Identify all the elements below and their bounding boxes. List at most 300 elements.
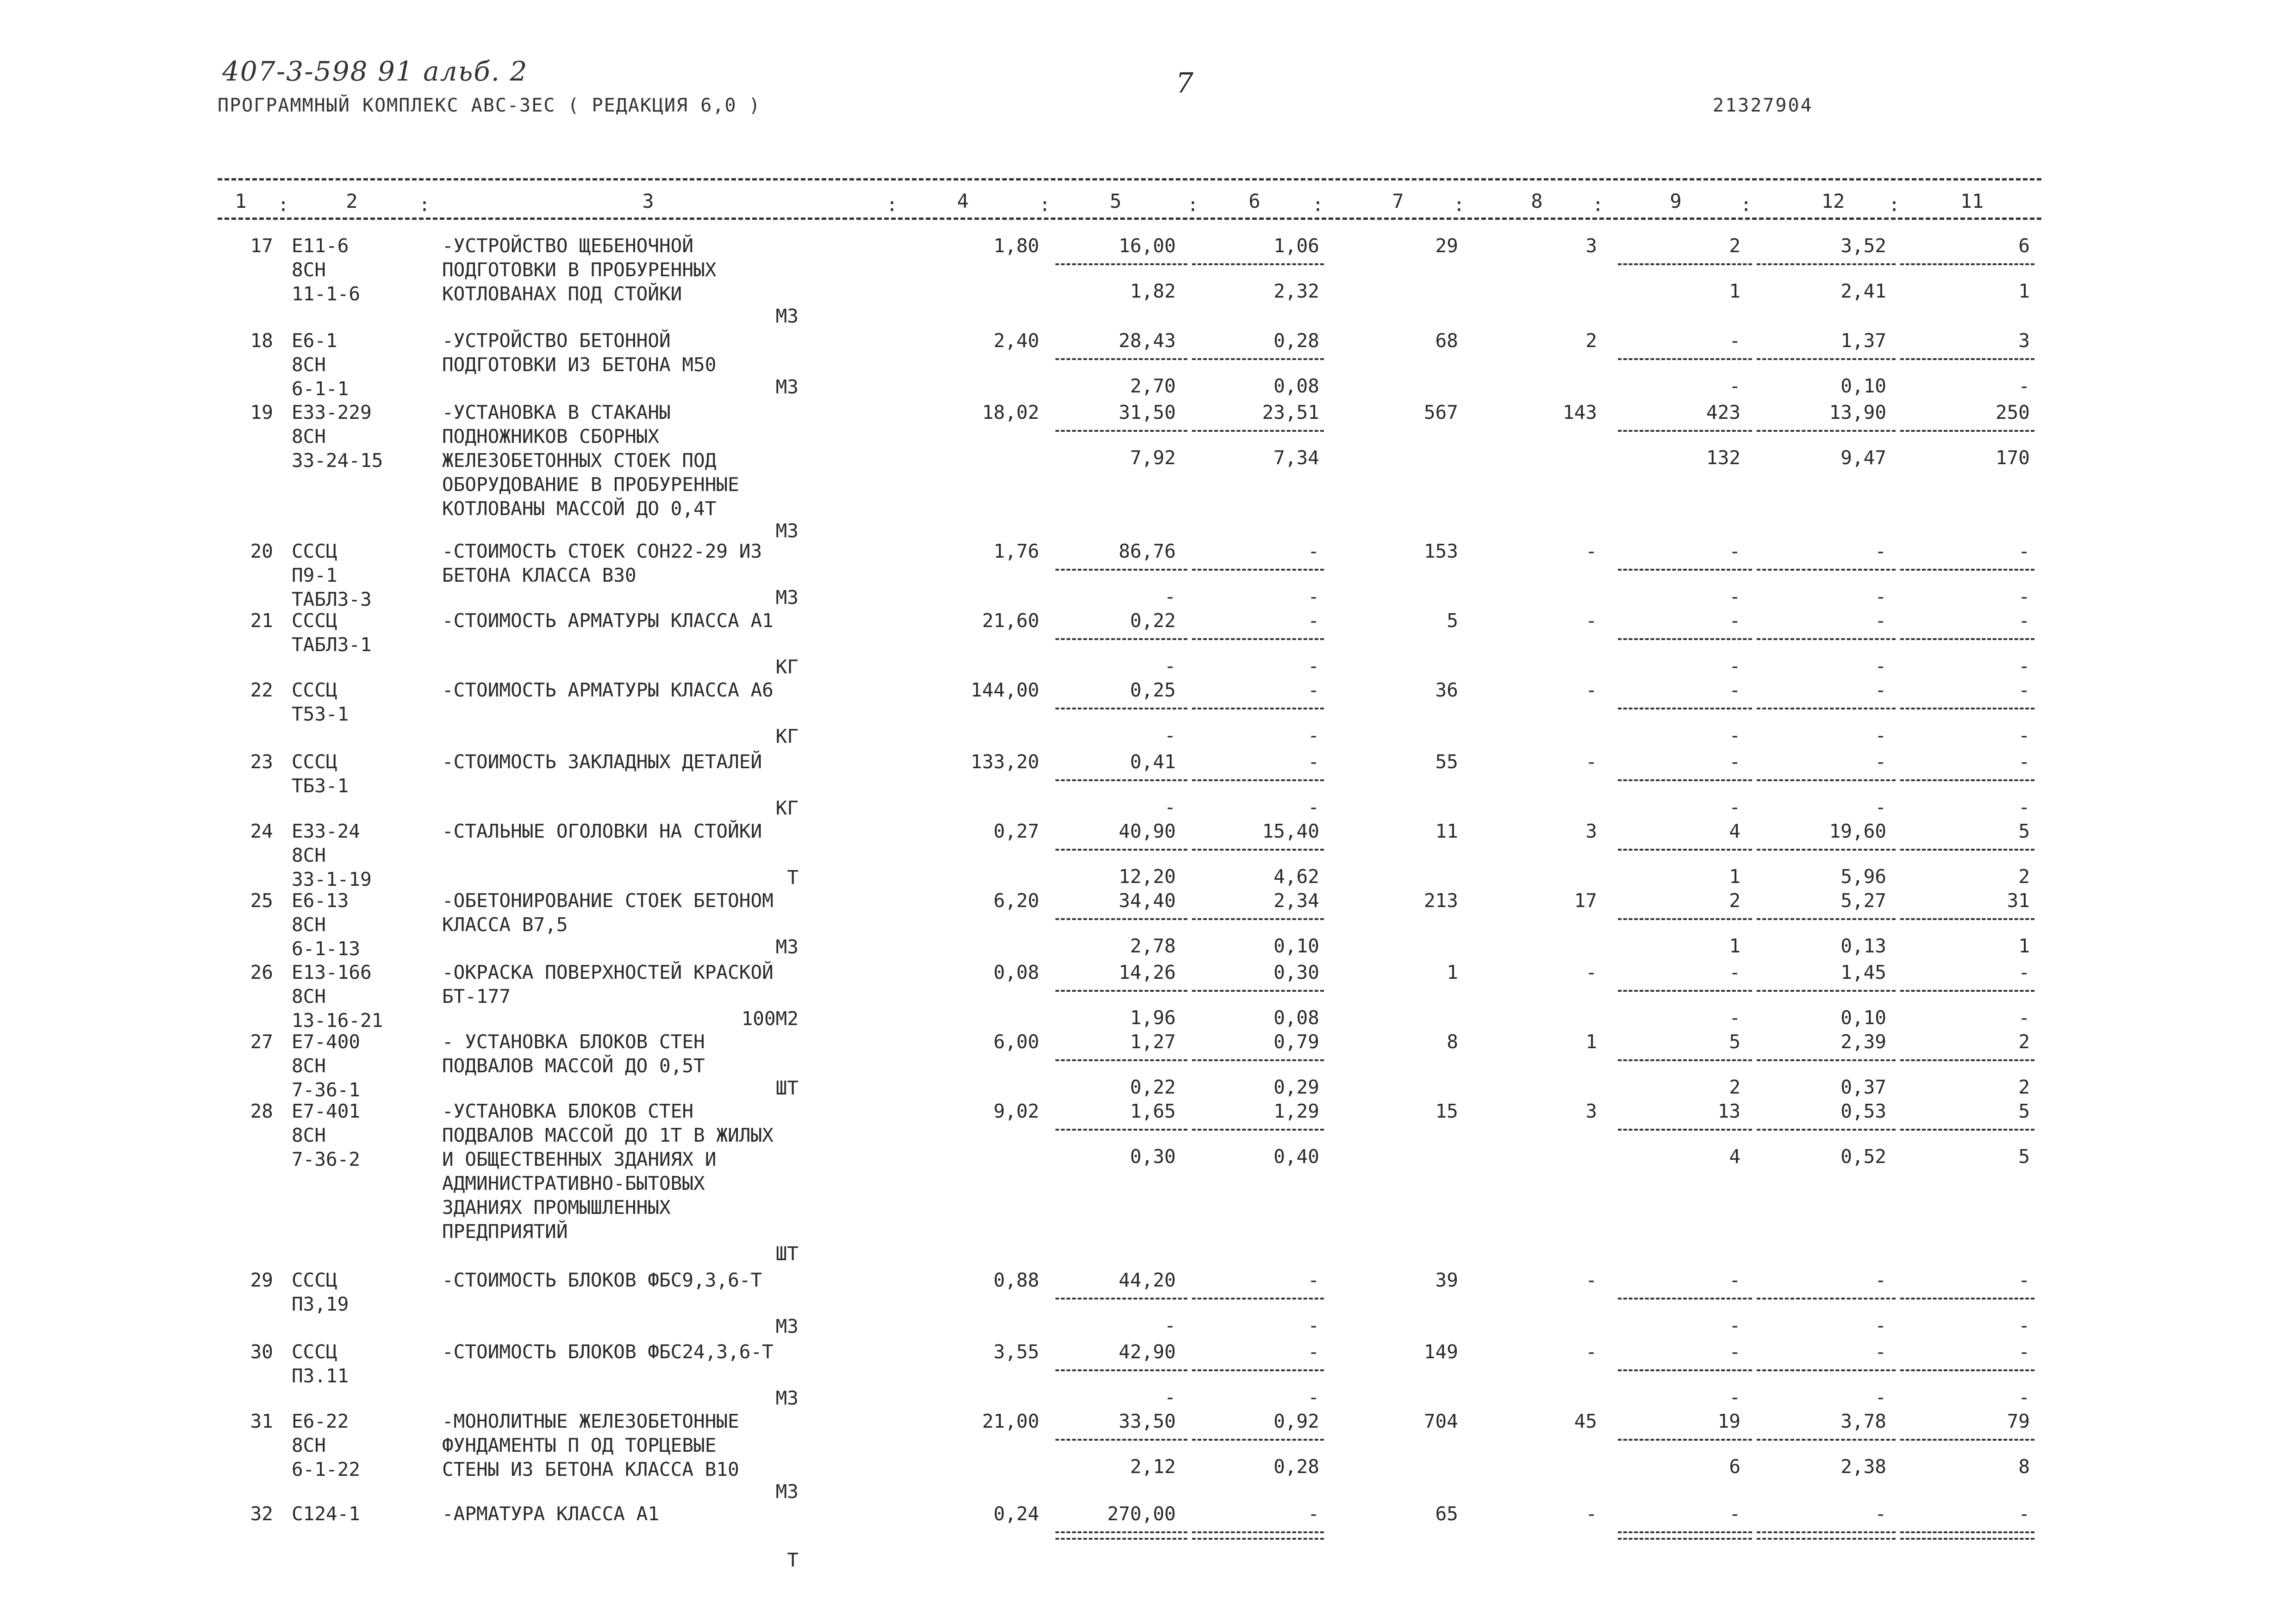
value-cell-c9: 2 bbox=[1729, 889, 1741, 912]
unit-of-measure: КГ bbox=[775, 797, 799, 819]
value-cell-c9: - bbox=[1729, 330, 1741, 352]
value-cell-c11: - bbox=[2018, 961, 2030, 983]
value-cell-c11: - bbox=[2018, 1269, 2030, 1291]
work-description: -УСТРОЙСТВО ЩЕБЕНОЧНОЙ bbox=[442, 235, 694, 257]
value-cell-c5: 33,50 bbox=[1118, 1410, 1176, 1432]
value-cell-c6: - bbox=[1308, 609, 1319, 632]
value-cell-c12: 2,39 bbox=[1841, 1031, 1886, 1053]
cell-divider-line bbox=[1618, 708, 1752, 709]
cell-divider-line bbox=[1618, 1439, 1752, 1441]
value-cell-c7: 153 bbox=[1423, 540, 1458, 562]
resource-code: П3,19 bbox=[292, 1293, 349, 1315]
value-cell-c7: 8 bbox=[1447, 1031, 1458, 1053]
resource-code: 33-24-15 bbox=[292, 449, 383, 472]
row-number: 29 bbox=[250, 1269, 273, 1291]
value-cell-c12: 0,13 bbox=[1841, 935, 1886, 957]
value-cell-c12: - bbox=[1875, 1341, 1886, 1363]
value-cell-c8: - bbox=[1585, 540, 1597, 562]
handwritten-annotation: 407-3-598 91 альб. 2 bbox=[222, 56, 528, 87]
resource-code: ТБ3-1 bbox=[292, 775, 349, 797]
cell-divider-line bbox=[1618, 1298, 1752, 1300]
row-number: 21 bbox=[250, 609, 273, 632]
column-separator: : bbox=[1039, 194, 1051, 216]
quantity-cell: 3,55 bbox=[993, 1341, 1039, 1363]
value-cell-c5: 7,92 bbox=[1130, 447, 1176, 469]
value-cell-c11: 31 bbox=[2007, 889, 2030, 912]
work-description: -СТОИМОСТЬ СТОЕК СОН22-29 ИЗ bbox=[442, 540, 762, 562]
quantity-cell: 6,20 bbox=[993, 889, 1039, 912]
value-cell-c6: - bbox=[1308, 1314, 1319, 1337]
value-cell-c11: 8 bbox=[2018, 1455, 2030, 1478]
value-cell-c9: - bbox=[1729, 655, 1741, 677]
value-cell-c7: 1 bbox=[1447, 961, 1458, 983]
row-number: 32 bbox=[250, 1503, 273, 1525]
value-cell-c9: 132 bbox=[1706, 447, 1741, 469]
value-cell-c6: 0,28 bbox=[1273, 330, 1319, 352]
value-cell-c11: - bbox=[2018, 540, 2030, 562]
row-number: 25 bbox=[250, 889, 273, 912]
value-cell-c12: - bbox=[1875, 1269, 1886, 1291]
value-cell-c9: - bbox=[1729, 961, 1741, 983]
value-cell-c9: - bbox=[1729, 375, 1741, 397]
cell-divider-line bbox=[1055, 569, 1187, 571]
cell-divider-line bbox=[1618, 918, 1752, 920]
column-header-8: 8 bbox=[1531, 190, 1543, 212]
work-description: ПОДГОТОВКИ В ПРОБУРЕННЫХ bbox=[442, 259, 717, 281]
resource-code: Е13-166 bbox=[292, 961, 372, 983]
value-cell-c9: - bbox=[1729, 679, 1741, 701]
value-cell-c7: 704 bbox=[1423, 1410, 1458, 1432]
value-cell-c6: 0,29 bbox=[1273, 1076, 1319, 1098]
value-cell-c9: 1 bbox=[1729, 935, 1741, 957]
value-cell-c11: 250 bbox=[1995, 401, 2030, 423]
value-cell-c12: - bbox=[1875, 655, 1886, 677]
cell-divider-line bbox=[1757, 1439, 1896, 1441]
value-cell-c11: - bbox=[2018, 375, 2030, 397]
value-cell-c5: 2,12 bbox=[1130, 1455, 1176, 1478]
value-cell-c9: - bbox=[1729, 1386, 1741, 1408]
column-separator: : bbox=[886, 194, 898, 216]
cell-divider-line bbox=[1192, 263, 1324, 265]
value-cell-c11: 2 bbox=[2018, 1031, 2030, 1053]
resource-code: 13-16-21 bbox=[292, 1009, 383, 1032]
resource-code: СССЦ bbox=[292, 609, 337, 632]
header-bottom-rule bbox=[218, 218, 2041, 220]
quantity-cell: 1,76 bbox=[993, 540, 1039, 562]
row-number: 20 bbox=[250, 540, 273, 562]
value-cell-c5: 0,22 bbox=[1130, 609, 1176, 632]
value-cell-c11: - bbox=[2018, 609, 2030, 632]
cell-divider-line bbox=[1192, 569, 1324, 571]
resource-code: С124-1 bbox=[292, 1503, 361, 1525]
value-cell-c12: 3,52 bbox=[1841, 235, 1886, 257]
resource-code: 8СН bbox=[292, 259, 326, 281]
value-cell-c6: 0,08 bbox=[1273, 1007, 1319, 1029]
cell-divider-line bbox=[1900, 1298, 2034, 1300]
unit-of-measure: М3 bbox=[775, 376, 799, 398]
work-description: ПОДВАЛОВ МАССОЙ ДО 0,5Т bbox=[442, 1055, 705, 1077]
resource-code: Т53-1 bbox=[292, 703, 349, 725]
work-description: КОТЛОВАНАХ ПОД СТОЙКИ bbox=[442, 283, 682, 305]
cell-divider-line bbox=[1900, 990, 2034, 992]
row-number: 28 bbox=[250, 1100, 273, 1122]
column-header-10: 12 bbox=[1821, 190, 1845, 212]
unit-of-measure: ШТ bbox=[775, 1077, 799, 1099]
cell-divider-line bbox=[1192, 918, 1324, 920]
cell-divider-line bbox=[1900, 638, 2034, 640]
value-cell-c5: 44,20 bbox=[1118, 1269, 1176, 1291]
quantity-cell: 133,20 bbox=[970, 751, 1039, 773]
value-cell-c5: - bbox=[1164, 1314, 1176, 1337]
value-cell-c12: 13,90 bbox=[1829, 401, 1886, 423]
value-cell-c5: 34,40 bbox=[1118, 889, 1176, 912]
cell-divider-line bbox=[1900, 708, 2034, 709]
value-cell-c6: 23,51 bbox=[1262, 401, 1319, 423]
quantity-cell: 0,27 bbox=[993, 820, 1039, 842]
value-cell-c6: - bbox=[1308, 751, 1319, 773]
unit-of-measure: КГ bbox=[775, 656, 799, 678]
cell-divider-line bbox=[1192, 1538, 1324, 1540]
value-cell-c8: 3 bbox=[1585, 235, 1597, 257]
resource-code: СССЦ bbox=[292, 1341, 337, 1363]
cell-divider-line bbox=[1055, 638, 1187, 640]
cell-divider-line bbox=[1055, 1298, 1187, 1300]
cell-divider-line bbox=[1192, 708, 1324, 709]
value-cell-c12: 3,78 bbox=[1841, 1410, 1886, 1432]
value-cell-c11: 2 bbox=[2018, 1076, 2030, 1098]
cell-divider-line bbox=[1900, 430, 2034, 432]
value-cell-c11: 5 bbox=[2018, 1100, 2030, 1122]
value-cell-c9: 19 bbox=[1717, 1410, 1741, 1432]
resource-code: ТАБЛ3-1 bbox=[292, 634, 372, 656]
value-cell-c11: - bbox=[2018, 796, 2030, 818]
cell-divider-line bbox=[1055, 358, 1187, 360]
value-cell-c7: 15 bbox=[1435, 1100, 1458, 1122]
cell-divider-line bbox=[1757, 263, 1896, 265]
value-cell-c11: - bbox=[2018, 1503, 2030, 1525]
value-cell-c7: 5 bbox=[1447, 609, 1458, 632]
value-cell-c9: 2 bbox=[1729, 1076, 1741, 1098]
value-cell-c8: 17 bbox=[1574, 889, 1597, 912]
work-description: -УСТАНОВКА БЛОКОВ СТЕН bbox=[442, 1100, 694, 1122]
resource-code: 8СН bbox=[292, 1055, 326, 1077]
resource-code: 8СН bbox=[292, 1124, 326, 1146]
row-number: 22 bbox=[250, 679, 273, 701]
cell-divider-line bbox=[1055, 918, 1187, 920]
cell-divider-line bbox=[1618, 358, 1752, 360]
value-cell-c9: 1 bbox=[1729, 280, 1741, 302]
cell-divider-line bbox=[1192, 1369, 1324, 1371]
value-cell-c12: - bbox=[1875, 1314, 1886, 1337]
column-header-7: 7 bbox=[1392, 190, 1404, 212]
value-cell-c6: - bbox=[1308, 1269, 1319, 1291]
value-cell-c8: - bbox=[1585, 1341, 1597, 1363]
resource-code: СССЦ bbox=[292, 1269, 337, 1291]
cell-divider-line bbox=[1900, 1538, 2034, 1540]
header-top-rule bbox=[218, 178, 2041, 180]
value-cell-c5: 86,76 bbox=[1118, 540, 1176, 562]
cell-divider-line bbox=[1757, 708, 1896, 709]
cell-divider-line bbox=[1055, 779, 1187, 781]
value-cell-c11: - bbox=[2018, 751, 2030, 773]
cell-divider-line bbox=[1192, 638, 1324, 640]
work-description: -АРМАТУРА КЛАССА А1 bbox=[442, 1503, 659, 1525]
cell-divider-line bbox=[1618, 1369, 1752, 1371]
column-separator: : bbox=[1454, 194, 1465, 216]
row-number: 18 bbox=[250, 330, 273, 352]
work-description: -МОНОЛИТНЫЕ ЖЕЛЕЗОБЕТОННЫЕ bbox=[442, 1410, 739, 1432]
value-cell-c12: 0,10 bbox=[1841, 1007, 1886, 1029]
work-description: КЛАССА В7,5 bbox=[442, 914, 568, 936]
column-header-4: 4 bbox=[957, 190, 969, 212]
value-cell-c11: 1 bbox=[2018, 280, 2030, 302]
column-separator: : bbox=[1592, 194, 1604, 216]
value-cell-c9: - bbox=[1729, 796, 1741, 818]
resource-code: СССЦ bbox=[292, 751, 337, 773]
unit-of-measure: ШТ bbox=[775, 1243, 799, 1265]
value-cell-c11: 5 bbox=[2018, 820, 2030, 842]
quantity-cell: 21,60 bbox=[982, 609, 1039, 632]
value-cell-c11: - bbox=[2018, 724, 2030, 746]
value-cell-c7: 65 bbox=[1435, 1503, 1458, 1525]
value-cell-c12: - bbox=[1875, 724, 1886, 746]
value-cell-c9: - bbox=[1729, 751, 1741, 773]
work-description: ПРЕДПРИЯТИЙ bbox=[442, 1220, 568, 1243]
row-number: 31 bbox=[250, 1410, 273, 1432]
cell-divider-line bbox=[1900, 1439, 2034, 1441]
value-cell-c5: 0,25 bbox=[1130, 679, 1176, 701]
quantity-cell: 9,02 bbox=[993, 1100, 1039, 1122]
resource-code: СССЦ bbox=[292, 540, 337, 562]
quantity-cell: 2,40 bbox=[993, 330, 1039, 352]
value-cell-c7: 36 bbox=[1435, 679, 1458, 701]
resource-code: 8СН bbox=[292, 844, 326, 866]
cell-divider-line bbox=[1055, 1129, 1187, 1131]
resource-code: Е6-1 bbox=[292, 330, 337, 352]
work-description: - УСТАНОВКА БЛОКОВ СТЕН bbox=[442, 1031, 705, 1053]
cell-divider-line bbox=[1192, 1059, 1324, 1061]
work-description: ЗДАНИЯХ ПРОМЫШЛЕННЫХ bbox=[442, 1196, 671, 1219]
unit-of-measure: Т bbox=[787, 1549, 799, 1571]
value-cell-c5: 40,90 bbox=[1118, 820, 1176, 842]
value-cell-c7: 149 bbox=[1423, 1341, 1458, 1363]
value-cell-c6: 0,40 bbox=[1273, 1145, 1319, 1168]
value-cell-c5: 28,43 bbox=[1118, 330, 1176, 352]
value-cell-c7: 55 bbox=[1435, 751, 1458, 773]
cell-divider-line bbox=[1757, 638, 1896, 640]
value-cell-c5: - bbox=[1164, 585, 1176, 608]
column-header-5: 5 bbox=[1110, 190, 1122, 212]
resource-code: 8СН bbox=[292, 914, 326, 936]
value-cell-c12: - bbox=[1875, 540, 1886, 562]
value-cell-c7: 213 bbox=[1423, 889, 1458, 912]
cell-divider-line bbox=[1192, 1298, 1324, 1300]
value-cell-c5: 0,30 bbox=[1130, 1145, 1176, 1168]
cell-divider-line bbox=[1900, 918, 2034, 920]
cell-divider-line bbox=[1055, 849, 1187, 851]
value-cell-c6: 0,28 bbox=[1273, 1455, 1319, 1478]
value-cell-c6: 0,92 bbox=[1273, 1410, 1319, 1432]
value-cell-c6: 2,34 bbox=[1273, 889, 1319, 912]
value-cell-c9: - bbox=[1729, 1341, 1741, 1363]
column-separator: : bbox=[278, 194, 289, 216]
value-cell-c8: - bbox=[1585, 751, 1597, 773]
resource-code: 8СН bbox=[292, 985, 326, 1007]
value-cell-c12: 2,38 bbox=[1841, 1455, 1886, 1478]
work-description: СТЕНЫ ИЗ БЕТОНА КЛАССА В10 bbox=[442, 1458, 739, 1480]
value-cell-c6: 2,32 bbox=[1273, 280, 1319, 302]
unit-of-measure: 100М2 bbox=[741, 1007, 799, 1030]
work-description: -УСТРОЙСТВО БЕТОННОЙ bbox=[442, 330, 671, 352]
work-description: -СТОИМОСТЬ БЛОКОВ ФБС24,3,6-Т bbox=[442, 1341, 774, 1363]
work-description: -ОБЕТОНИРОВАНИЕ СТОЕК БЕТОНОМ bbox=[442, 889, 774, 912]
value-cell-c9: - bbox=[1729, 609, 1741, 632]
value-cell-c5: 270,00 bbox=[1107, 1503, 1176, 1525]
value-cell-c6: - bbox=[1308, 724, 1319, 746]
resource-code: Е7-400 bbox=[292, 1031, 361, 1053]
value-cell-c11: 3 bbox=[2018, 330, 2030, 352]
resource-code: 33-1-19 bbox=[292, 868, 372, 890]
unit-of-measure: М3 bbox=[775, 520, 799, 542]
value-cell-c5: - bbox=[1164, 1386, 1176, 1408]
work-description: ПОДВАЛОВ МАССОЙ ДО 1Т В ЖИЛЫХ bbox=[442, 1124, 774, 1146]
work-description: -СТАЛЬНЫЕ ОГОЛОВКИ НА СТОЙКИ bbox=[442, 820, 762, 842]
work-description: ПОДНОЖНИКОВ СБОРНЫХ bbox=[442, 425, 659, 448]
unit-of-measure: М3 bbox=[775, 1480, 799, 1503]
cell-divider-line bbox=[1757, 430, 1896, 432]
value-cell-c11: 2 bbox=[2018, 865, 2030, 888]
column-header-6: 6 bbox=[1248, 190, 1260, 212]
value-cell-c6: - bbox=[1308, 1503, 1319, 1525]
value-cell-c6: - bbox=[1308, 796, 1319, 818]
value-cell-c6: 0,08 bbox=[1273, 375, 1319, 397]
value-cell-c5: 42,90 bbox=[1118, 1341, 1176, 1363]
row-number: 23 bbox=[250, 751, 273, 773]
value-cell-c9: - bbox=[1729, 1269, 1741, 1291]
value-cell-c5: 12,20 bbox=[1118, 865, 1176, 888]
work-description: ПОДГОТОВКИ ИЗ БЕТОНА М50 bbox=[442, 354, 717, 376]
value-cell-c9: - bbox=[1729, 1007, 1741, 1029]
value-cell-c7: 39 bbox=[1435, 1269, 1458, 1291]
value-cell-c9: - bbox=[1729, 1314, 1741, 1337]
value-cell-c11: 79 bbox=[2007, 1410, 2030, 1432]
cell-divider-line bbox=[1055, 263, 1187, 265]
cell-divider-line bbox=[1900, 1059, 2034, 1061]
value-cell-c6: 1,06 bbox=[1273, 235, 1319, 257]
value-cell-c5: 2,78 bbox=[1130, 935, 1176, 957]
cell-divider-line bbox=[1055, 1531, 1187, 1533]
unit-of-measure: М3 bbox=[775, 305, 799, 327]
row-number: 24 bbox=[250, 820, 273, 842]
value-cell-c8: 3 bbox=[1585, 820, 1597, 842]
value-cell-c5: - bbox=[1164, 724, 1176, 746]
cell-divider-line bbox=[1192, 849, 1324, 851]
unit-of-measure: Т bbox=[787, 866, 799, 889]
value-cell-c5: 0,41 bbox=[1130, 751, 1176, 773]
resource-code: Е6-13 bbox=[292, 889, 349, 912]
value-cell-c11: - bbox=[2018, 585, 2030, 608]
value-cell-c5: 31,50 bbox=[1118, 401, 1176, 423]
work-description: -СТОИМОСТЬ АРМАТУРЫ КЛАССА А6 bbox=[442, 679, 774, 701]
resource-code: 7-36-2 bbox=[292, 1148, 361, 1170]
resource-code: 7-36-1 bbox=[292, 1079, 361, 1101]
unit-of-measure: М3 bbox=[775, 586, 799, 609]
resource-code: ТАБЛ3-3 bbox=[292, 588, 372, 610]
document-number: 21327904 bbox=[1713, 95, 1813, 116]
resource-code: СССЦ bbox=[292, 679, 337, 701]
value-cell-c6: - bbox=[1308, 655, 1319, 677]
value-cell-c9: 13 bbox=[1717, 1100, 1741, 1122]
quantity-cell: 0,88 bbox=[993, 1269, 1039, 1291]
row-number: 19 bbox=[250, 401, 273, 423]
work-description: ОБОРУДОВАНИЕ В ПРОБУРЕННЫЕ bbox=[442, 473, 739, 496]
cell-divider-line bbox=[1192, 358, 1324, 360]
value-cell-c12: - bbox=[1875, 796, 1886, 818]
work-description: -ОКРАСКА ПОВЕРХНОСТЕЙ КРАСКОЙ bbox=[442, 961, 774, 983]
value-cell-c12: - bbox=[1875, 609, 1886, 632]
column-separator: : bbox=[1312, 194, 1324, 216]
value-cell-c11: - bbox=[2018, 1314, 2030, 1337]
value-cell-c6: - bbox=[1308, 1341, 1319, 1363]
value-cell-c8: - bbox=[1585, 961, 1597, 983]
cell-divider-line bbox=[1900, 1369, 2034, 1371]
value-cell-c9: - bbox=[1729, 724, 1741, 746]
unit-of-measure: М3 bbox=[775, 936, 799, 958]
cell-divider-line bbox=[1618, 263, 1752, 265]
resource-code: 6-1-1 bbox=[292, 378, 349, 400]
column-header-11: 11 bbox=[1960, 190, 1984, 212]
cell-divider-line bbox=[1618, 990, 1752, 992]
cell-divider-line bbox=[1618, 430, 1752, 432]
value-cell-c12: 2,41 bbox=[1841, 280, 1886, 302]
row-number: 27 bbox=[250, 1031, 273, 1053]
row-number: 17 bbox=[250, 235, 273, 257]
value-cell-c9: 1 bbox=[1729, 865, 1741, 888]
value-cell-c12: - bbox=[1875, 585, 1886, 608]
cell-divider-line bbox=[1757, 849, 1896, 851]
cell-divider-line bbox=[1757, 1369, 1896, 1371]
value-cell-c6: 7,34 bbox=[1273, 447, 1319, 469]
value-cell-c12: 5,27 bbox=[1841, 889, 1886, 912]
cell-divider-line bbox=[1192, 990, 1324, 992]
cell-divider-line bbox=[1192, 430, 1324, 432]
value-cell-c11: - bbox=[2018, 655, 2030, 677]
value-cell-c11: - bbox=[2018, 1341, 2030, 1363]
value-cell-c5: 1,27 bbox=[1130, 1031, 1176, 1053]
value-cell-c6: 0,10 bbox=[1273, 935, 1319, 957]
value-cell-c5: 0,22 bbox=[1130, 1076, 1176, 1098]
value-cell-c12: - bbox=[1875, 1503, 1886, 1525]
cell-divider-line bbox=[1618, 569, 1752, 571]
value-cell-c11: - bbox=[2018, 1386, 2030, 1408]
cell-divider-line bbox=[1192, 1531, 1324, 1533]
value-cell-c5: 1,96 bbox=[1130, 1007, 1176, 1029]
cell-divider-line bbox=[1055, 1439, 1187, 1441]
column-header-2: 2 bbox=[346, 190, 358, 212]
value-cell-c12: - bbox=[1875, 1386, 1886, 1408]
column-separator: : bbox=[419, 194, 430, 216]
unit-of-measure: М3 bbox=[775, 1387, 799, 1409]
value-cell-c12: 0,10 bbox=[1841, 375, 1886, 397]
cell-divider-line bbox=[1055, 708, 1187, 709]
row-number: 26 bbox=[250, 961, 273, 983]
cell-divider-line bbox=[1055, 1369, 1187, 1371]
resource-code: 8СН bbox=[292, 1434, 326, 1456]
value-cell-c11: - bbox=[2018, 679, 2030, 701]
cell-divider-line bbox=[1900, 358, 2034, 360]
work-description: -СТОИМОСТЬ ЗАКЛАДНЫХ ДЕТАЛЕЙ bbox=[442, 751, 762, 773]
resource-code: 8СН bbox=[292, 425, 326, 448]
